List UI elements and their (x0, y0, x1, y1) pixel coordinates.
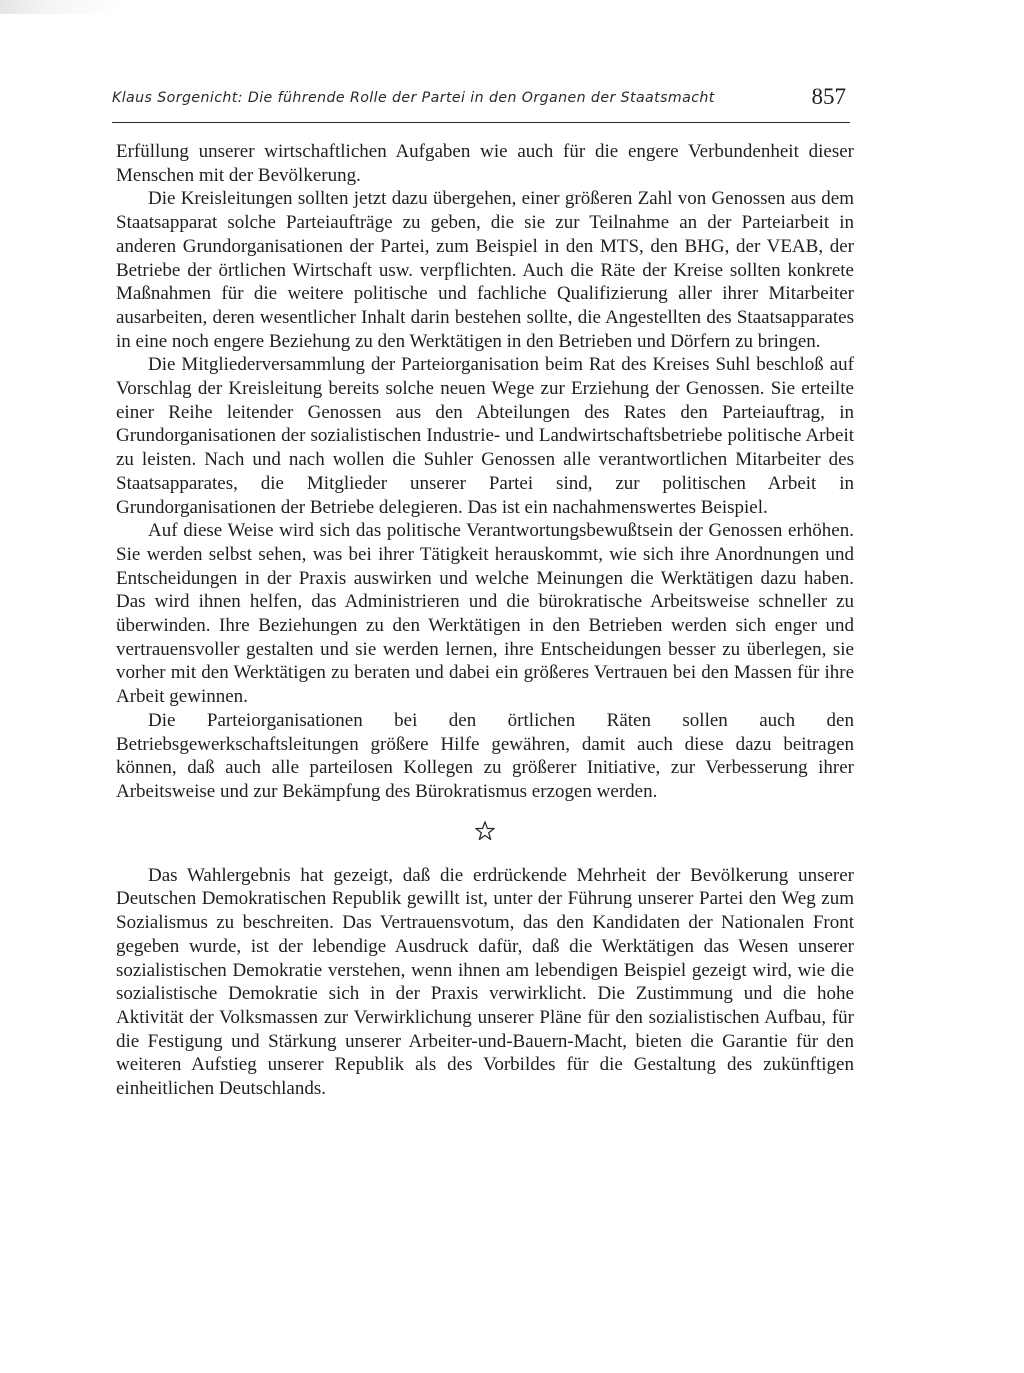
paragraph: Die Parteiorganisationen bei den örtlichen Räten sollen auch den Betriebsgewerkschaftsleitungen größere Hilfe gewähren, damit auch diese dazu beitragen können, daß auch alle parteilosen Kollegen zu größerer Initiative, zur Verbesserung ihrer Arbeitsweise und zur Bekämpfung des Bürokratismus erzogen werden. (116, 709, 854, 802)
running-header (112, 84, 850, 116)
page-number: 857 (811, 84, 846, 109)
scan-edge-artifact (0, 0, 120, 14)
paragraph: Auf diese Weise wird sich das politische Verantwortungsbewußtsein der Genossen erhöhen. Sie werden selbst sehen, was bei ihrer Tätigkeit herauskommt, wie sich ihre Anordnungen und Entscheidungen in der Praxis auswirken und welche Meinungen die Werktätigen dazu haben. Das wird ihnen helfen, das Administrieren und die bürokratische Arbeitsweise schneller zu überwinden. Ihre Beziehungen zu den Werktätigen in den Betrieben werden sich enger und vertrauensvoller gestalten und sie werden lernen, ihre Entscheidungen besser zu überlegen, sie vorher mit den Werktätigen zu beraten und dabei ein größeres Vertrauen bei den Massen für ihre Arbeit gewinnen. (116, 520, 854, 708)
header-rule (112, 122, 850, 123)
body-text (116, 140, 854, 1101)
paragraph: Die Mitgliederversammlung der Parteiorganisation beim Rat des Kreises Suhl beschloß auf Vorschlag der Kreisleitung bereits solche neuen Wege zur Erziehung der Genossen. Sie erteilte einer Reihe leitender Genossen aus den Abteilungen des Rates den Parteiauftrag, in Grundorganisationen der sozialistischen Industrie- und Landwirtschaftsbetriebe politische Arbeit zu leisten. Nach und nach wollen die Suhler Genossen alle verantwortlichen Mitarbeiter des Staatsapparates, die Mitglieder unserer Partei sind, zur politischen Arbeit in Grundorganisationen der Betriebe delegieren. Das ist ein nachahmenswertes Beispiel. (116, 354, 854, 518)
closing-paragraph: Das Wahlergebnis hat gezeigt, daß die erdrückende Mehrheit der Bevölkerung unserer Deutschen Demokratischen Republik gewillt ist, unter der Führung unserer Partei den Weg zum Sozialismus zu beschreiten. Das Vertrauensvotum, das den Kandidaten der Nationalen Front gegeben wurde, ist der lebendige Ausdruck dafür, daß die Werktätigen das Wesen unserer sozialistischen Demokratie verstehen, wenn ihnen am lebendigen Beispiel gezeigt wird, wie die sozialistische Demokratie sich in der Praxis verwirklicht. Die Zustimmung und die hohe Aktivität der Volksmassen zur Verwirklichung unserer Pläne für den sozialistischen Aufbau, für die Festigung und Stärkung unserer Arbeiter-und-Bauern-Macht, bieten die Garantie für den weiteren Aufstieg unserer Republik als des Vorbildes für die Gestaltung des zukünftigen einheitlichen Deutschlands. (116, 864, 854, 1100)
paragraph: Die Kreisleitungen sollten jetzt dazu übergehen, einer größeren Zahl von Genossen aus dem Staatsapparat solche Parteiaufträge zu geben, die sie zur Teilnahme an der Parteiarbeit in anderen Grundorganisationen der Partei, zum Beispiel in den MTS, den BHG, der VEAB, der Betriebe der örtlichen Wirtschaft usw. verpflichten. Auch die Räte der Kreise sollten konkrete Maßnahmen für die weitere politische und fachliche Qualifizierung aller ihrer Mitarbeiter ausarbeiten, deren wesentlicher Inhalt darin bestehen sollte, die Angestellten des Staatsapparates in eine noch engere Beziehung zu den Werktätigen in den Betrieben und Dörfern zu bringen. (116, 188, 854, 352)
running-title: Klaus Sorgenicht: Die führende Rolle der Partei in den Organen der Staatsmacht (112, 90, 715, 106)
star-icon (474, 820, 496, 842)
section-separator (116, 804, 854, 864)
paragraph-continued: Erfüllung unserer wirtschaftlichen Aufgaben wie auch für die engere Verbundenheit dieser Menschen mit der Bevölkerung. (116, 141, 854, 186)
